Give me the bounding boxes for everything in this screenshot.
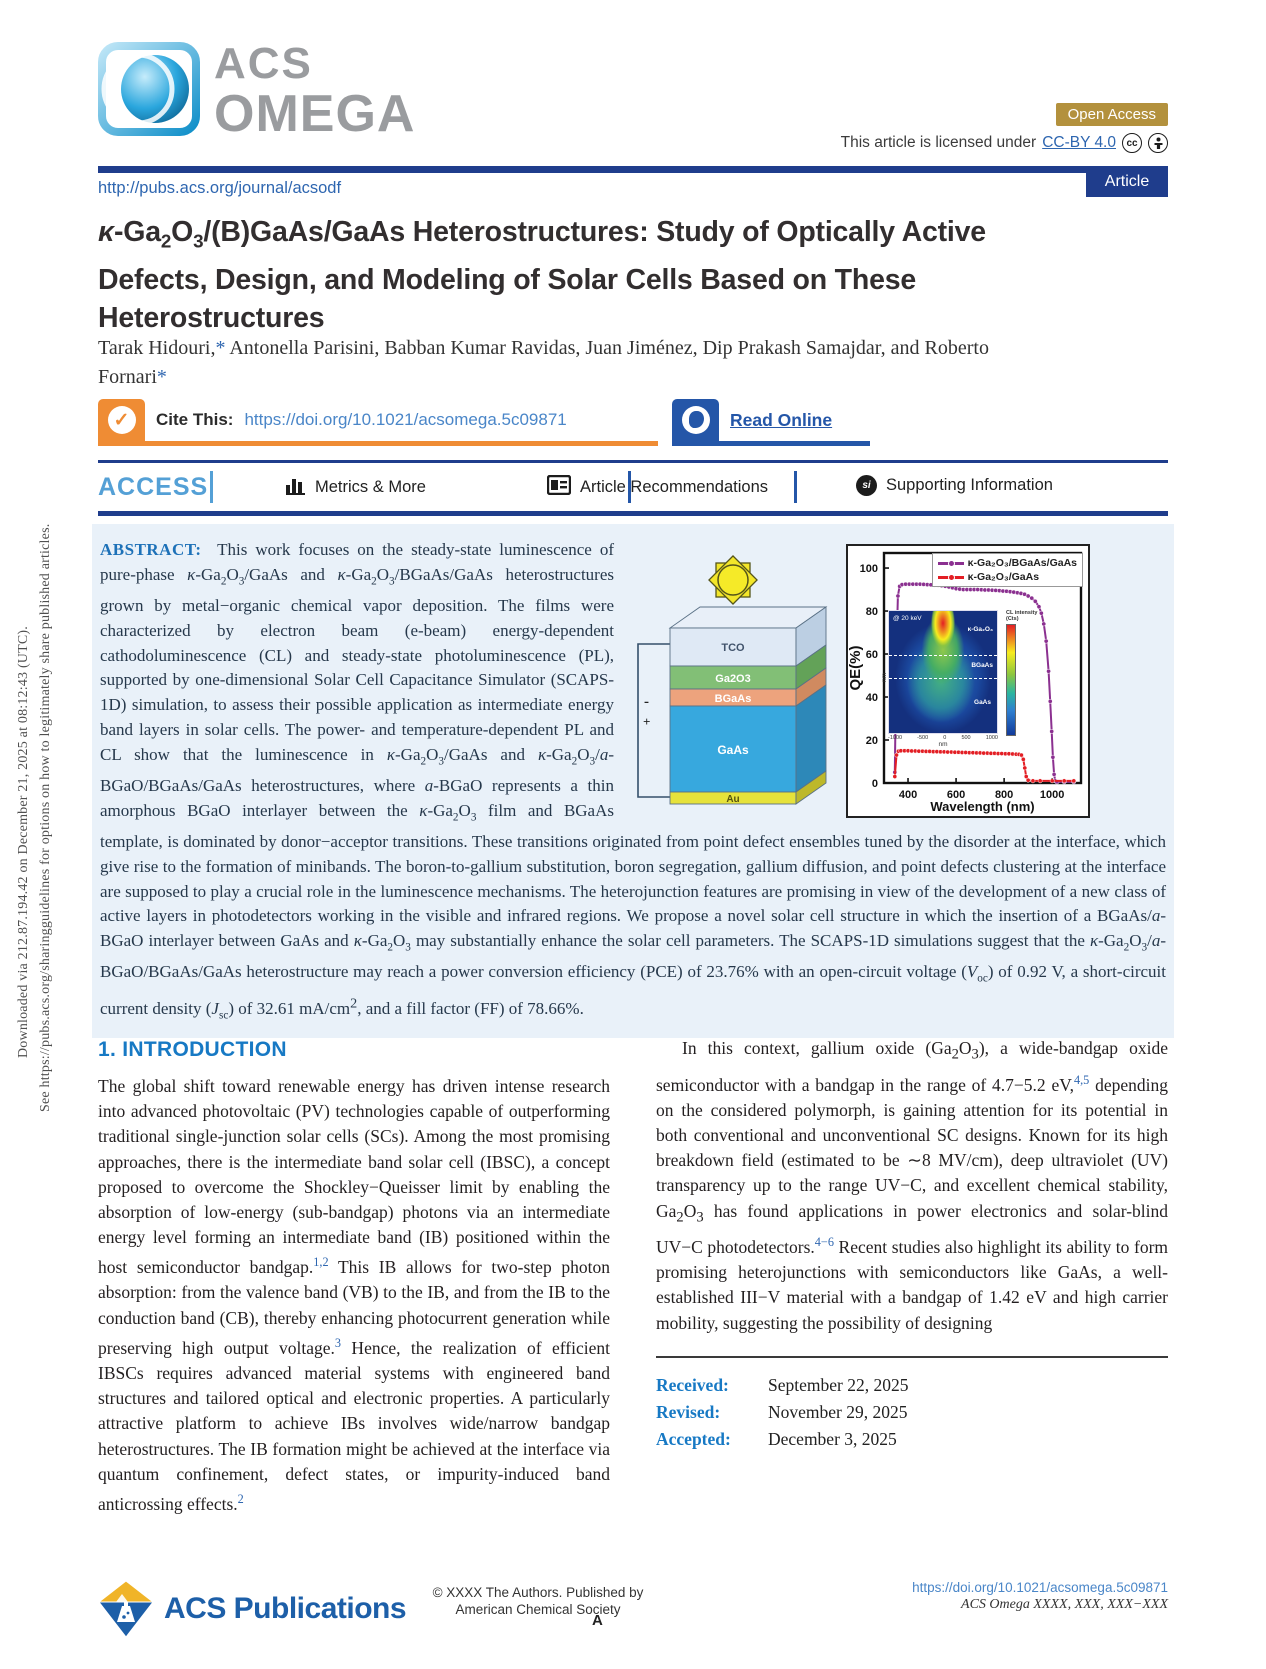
inset-xlabel: nm: [938, 741, 948, 748]
inset-xticks: -1000 -500 0 500 1000: [888, 735, 998, 741]
solar-cell-schematic: [628, 540, 840, 816]
svg-text:40: 40: [865, 692, 878, 705]
footer-doi-link[interactable]: https://doi.org/10.1021/acsomega.5c09871: [912, 1580, 1168, 1595]
introduction-heading: 1. INTRODUCTION: [98, 1038, 287, 1061]
svg-text:0: 0: [871, 778, 878, 790]
revised-date: November 29, 2025: [768, 1401, 908, 1422]
supporting-information-link[interactable]: [856, 475, 1053, 496]
metrics-and-more-link[interactable]: [285, 475, 426, 500]
svg-text:80: 80: [865, 606, 878, 619]
left-column: [98, 1030, 610, 1517]
accepted-label: Accepted:: [656, 1428, 731, 1449]
svg-text:1000: 1000: [1039, 789, 1065, 801]
journal-citation: ACS Omega XXXX, XXX, XXX−XXX: [961, 1597, 1168, 1612]
cl-intensity-map: [881, 610, 998, 734]
beam-energy-label: @ 20 keV: [893, 615, 922, 622]
electrode-plus: +: [643, 714, 651, 729]
accepted-date: December 3, 2025: [768, 1428, 897, 1449]
open-access-badge: Open Access: [1056, 103, 1168, 126]
introduction-section: [98, 1030, 1168, 1517]
author-list: Tarak Hidouri,* Antonella Parisini, Babban Kumar Ravidas, Juan Jiménez, Dip Prakash Samajdar, and Roberto Fornari*: [98, 337, 989, 388]
received-row: [656, 1372, 1168, 1399]
access-divider: [210, 471, 213, 503]
cc-icon: cc: [1122, 133, 1142, 153]
license-row: [841, 133, 1168, 153]
sun-icon: [709, 556, 757, 604]
colorbar: [1006, 624, 1016, 736]
legend-item: κ-Ga₂O₃/GaAs: [938, 571, 1077, 583]
recommendations-icon: [547, 475, 571, 500]
copyright-line2: American Chemical Society: [455, 1602, 621, 1617]
svg-text:QE(%): QE(%): [848, 645, 864, 691]
svg-text:400: 400: [898, 789, 918, 801]
access-separator-2: [794, 471, 797, 503]
logo-text-omega: OMEGA: [214, 85, 416, 143]
page-title: $\kappa-Ga_2O_3/(B)GaAs$/GaAs Heterostructures: Study of Optically Active Defects, Design, and Modeling of Solar Cells Based on These Heterostructures: [98, 216, 986, 334]
copyright-line1: © XXXX The Authors. Published by: [432, 1585, 644, 1600]
label-ga2o3: Ga2O3: [715, 673, 751, 685]
electrode-minus: -: [644, 694, 649, 710]
sharing-guidelines-notice: See https://pubs.acs.org/sharingguidelines for options on how to legitimately share published articles.: [38, 523, 53, 1112]
svg-text:800: 800: [994, 789, 1014, 801]
si-icon: si: [856, 475, 877, 496]
dates-divider: [656, 1356, 1168, 1358]
journal-logo: [98, 39, 416, 143]
label-bgaas: BGaAs: [714, 693, 752, 705]
license-text: This article is licensed under: [840, 134, 1037, 151]
read-online-globe-icon: [672, 399, 719, 441]
legend-item: κ-Ga₂O₃/BGaAs/GaAs: [938, 557, 1077, 569]
abstract-section: [92, 524, 1174, 1038]
bar-chart-icon: [285, 475, 306, 500]
cite-this-label: Cite This:: [156, 410, 234, 429]
page-number: A: [592, 1612, 603, 1629]
abstract-label: ABSTRACT:: [100, 540, 202, 559]
access-link[interactable]: ACCESS: [98, 473, 209, 501]
publisher-name: ACS Publications: [164, 1592, 407, 1625]
read-online-link[interactable]: Read Online: [730, 409, 833, 430]
qe-chart: [846, 544, 1090, 818]
svg-text:100: 100: [859, 563, 878, 576]
intro-paragraph-right: In this context, gallium oxide $(Ga_2O_3)$, a wide-bandgap oxide semiconductor with a bandgap in the range of 4.7−5.2 eV,$^{4,5}$ depending on the considered polymorph, is gaining attention for its potential in both conventional and unconventional SC designs. Known for its high breakdown field (estimated to be ∼8 MV/cm), deep ultraviolet (UV) transparency up to the range UV−C, and excellent chemical stability, $Ga_2O_3$ has found applications in power electronics and solar-blind UV−C photodetectors.$^{4-6}$ Recent studies also highlight its ability to form promising heterojunctions with semiconductors like GaAs, a well-established III−V material with a bandgap of 1.42 eV and high carrier mobility, suggesting the possibility of designing: [656, 1038, 1169, 1333]
interface-dashed-line-2: [889, 678, 997, 679]
logo-text-acs: ACS: [214, 39, 313, 88]
metrics-label: Metrics & More: [315, 478, 426, 496]
article-recommendations-link[interactable]: [547, 475, 768, 500]
acs-omega-logo-icon: [98, 42, 200, 141]
accepted-row: [656, 1426, 1168, 1453]
revised-label: Revised:: [656, 1401, 721, 1422]
graphical-abstract: [628, 540, 1090, 818]
page-footer: [98, 1578, 1168, 1658]
cite-this-bar: [98, 399, 658, 446]
received-label: Received:: [656, 1374, 729, 1395]
access-bar: [98, 468, 1168, 508]
revised-row: [656, 1399, 1168, 1426]
region-label-ga2o3: κ-Ga₂O₃: [967, 625, 993, 633]
read-online-bar[interactable]: [672, 399, 870, 446]
svg-text:20: 20: [865, 735, 878, 748]
svg-text:60: 60: [865, 649, 878, 662]
interface-dashed-line-1: [889, 655, 997, 656]
cc-by-link[interactable]: CC-BY 4.0: [1042, 134, 1116, 151]
download-notice: Downloaded via 212.87.194.42 on December 21, 2025 at 08:12:43 (UTC).: [16, 626, 31, 1058]
header-rule: [98, 166, 1168, 173]
acs-diamond-icon: [98, 1580, 154, 1638]
received-date: September 22, 2025: [768, 1374, 909, 1395]
cite-check-icon: ✓: [98, 399, 145, 441]
doi-link[interactable]: https://doi.org/10.1021/acsomega.5c09871: [244, 410, 567, 429]
cl-map-inset: [881, 610, 1046, 756]
cc-attribution-icon: [1148, 133, 1168, 153]
inset-ylabel: nm: [881, 673, 889, 683]
svg-text:Wavelength (nm): Wavelength (nm): [930, 799, 1035, 814]
journal-url-link[interactable]: http://pubs.acs.org/journal/acsodf: [98, 179, 342, 197]
supporting-label: Supporting Information: [886, 476, 1053, 494]
footer-citation-block: [912, 1580, 1168, 1613]
region-label-gaas: GaAs: [974, 698, 991, 706]
divider-above-access: [98, 460, 1168, 463]
label-gaas: GaAs: [717, 743, 749, 757]
svg-text:600: 600: [946, 789, 966, 801]
acs-publications-logo: [98, 1580, 406, 1638]
recommendations-label: Article Recommendations: [580, 478, 768, 496]
abstract-body: This work focuses on the steady-state luminescence of pure-phase $\kappa-Ga_2O_3$/GaAs and $\kappa-Ga_2O_3/BGaAs$/GaAs heterostructures grown by metal−organic chemical vapor deposition. The films were characterized by electron beam (e-beam) energy-dependent cathodoluminescence (CL) and steady-state photoluminescence (PL), supported by one-dimensional Solar Cell Capacitance Simulator (SCAPS-1D) simulation, to assess their possible application as intermediate energy band layers in solar cells. The power- and temperature-dependent PL and CL show that the luminescence in $\kappa-Ga_2O_3$/GaAs and $\kappa-Ga_2O_3/a-BGaO/BGaAs$/GaAs heterostructures, where a-BGaO represents a thin amorphous BGaO interlayer between the $\kappa-Ga_2O_3$ film and BGaAs template, is dominated by donor−acceptor transitions. These transitions originated from point defect ensembles tuned by the disorder at the interface, which give rise to the formation of minibands. The boron-to-gallium substitution, boron segregation, gallium diffusion, and point defects clustering at the interface are supposed to play a crucial role in the luminescence mechanisms. The heterojunction features are promising in view of the development of a new class of active layers in photodetectors working in the visible and infrared regions. We propose a novel solar cell structure in which the insertion of a BGaAs/a-BGaO interlayer between GaAs and $\kappa-Ga_2O_3$ may substantially enhance the solar cell parameters. The SCAPS-1D simulations suggest that the $\kappa-Ga_2O_3/a-BGaO/BGaAs$/GaAs heterostructure may reach a power conversion efficiency (PCE) of 23.76% with an open-circuit voltage $(V_{oc})$ of 0.92 V, a short-circuit current density $(J_{sc})$ of 32.61 $mA/cm^2$, and a fill factor (FF) of 78.66%.: [100, 540, 1166, 1022]
label-au: Au: [726, 794, 740, 805]
colorbar-title: CL intensity (Cts): [1006, 610, 1038, 622]
label-tco: TCO: [721, 642, 745, 654]
divider-below-access: [98, 511, 1168, 516]
copyright-notice: [398, 1584, 678, 1618]
qe-legend: [932, 553, 1083, 587]
article-type-badge: Article: [1086, 166, 1168, 197]
region-label-bgaas: BGaAs: [971, 662, 993, 670]
right-column: [656, 1030, 1168, 1517]
intro-paragraph-left: The global shift toward renewable energy has driven intense research into advanced photovoltaic (PV) technologies capable of outperforming traditional single-junction solar cells (SCs). Among the most promising approaches, there is the intermediate band solar cell (IBSC), a concept proposed to overcome the Shockley−Queisser limit by enabling the absorption of low-energy (sub-bandgap) photons via an intermediate energy level forming an intermediate band (IB) positioned within the host semiconductor bandgap.$^{1,2}$ This IB allows for two-step photon absorption: from the valence band (VB) to the IB, and from the IB to the conduction band (CB), thereby enhancing photocurrent generation while preserving high output voltage.$^3$ Hence, the realization of efficient IBSCs requires advanced material systems with engineered band structures and tailored optical and electronic properties. A particularly attractive platform to achieve IBs involves wide/narrow bandgap heterostructures. The IB formation might be achieved at the interface via quantum confinement, defect states, or impurity-induced band anticrossing effects.$^2$: [98, 1076, 610, 1514]
